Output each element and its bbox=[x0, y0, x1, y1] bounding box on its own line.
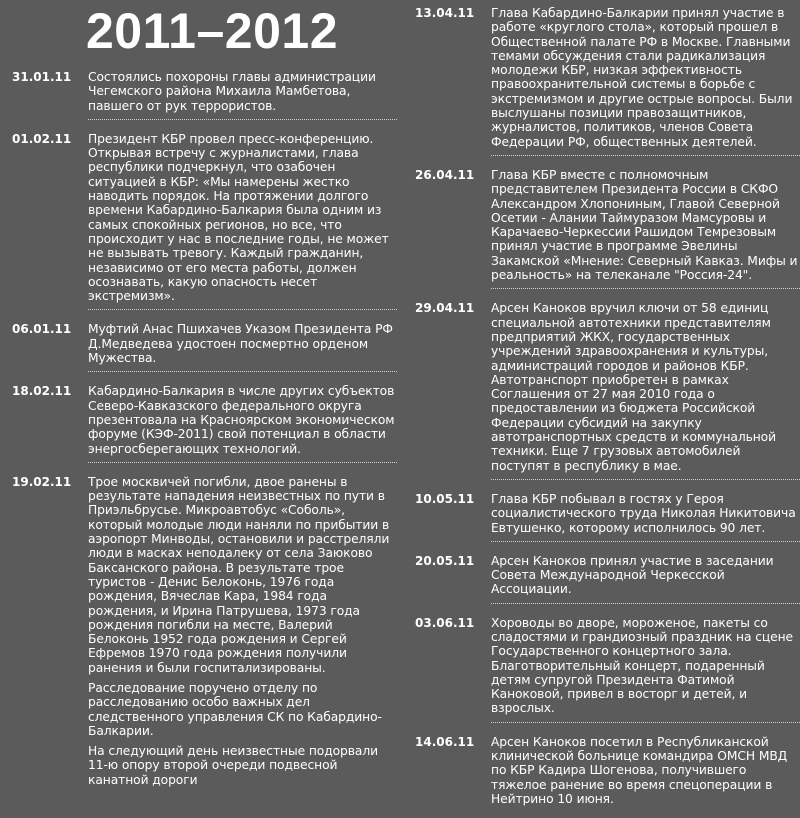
timeline-entry bbox=[12, 70, 397, 120]
entry-divider bbox=[491, 288, 800, 289]
entry-divider bbox=[88, 309, 397, 310]
entry-paragraph: Глава КБР побывал в гостях у Героя социалистического труда Николая Никитовича Евтушенко, которому исполнилось 90 лет. bbox=[491, 491, 796, 535]
entry-paragraph: Трое москвичей погибли, двое ранены в результате нападения неизвестных по пути в Приэльбрусье. Микроавтобус «Соболь», который молодые люди наняли по прибытии в аэропорт Минводы, остановили и расстреляли люди в масках неподалеку от села Заюково Баксанского района. В результате трое туристов - Денис Белоконь, 1976 года рождения, Вячеслав Кара, 1984 года рождения, и Ирина Патрушева, 1973 года рождения погибли на месте, Валерий Белоконь 1952 года рождения и Сергей Ефремов 1970 года рождения получили ранения и были госпитализированы. bbox=[88, 474, 390, 675]
entry-text bbox=[88, 384, 397, 462]
entry-paragraph: Глава Кабардино-Балкарии принял участие в работе «круглого стола», который прошел в Общественной палате РФ в Москве. Главными темами обсуждения стали радикализация молодежи КБР, низкая эффективность правоохранительной системы в борьбе с экстремизмом и другие острые вопросы. Были выслушаны позиции правозащитников, журналистов, политиков, членов Совета Федерации РФ, общественных деятелей. bbox=[491, 6, 793, 149]
entry-paragraph: Хороводы во дворе, мороженое, пакеты со сладостями и грандиозный праздник на сцене Государственного концертного зала. Благотворительный концерт, подаренный детям супругой Президента Фатимой Каноковой, привел в восторг и детей, и взрослых. bbox=[491, 615, 794, 716]
entry-paragraph: Арсен Каноков принял участие в заседании Совета Международной Черкесской Ассоциации. bbox=[491, 553, 774, 597]
timeline-entry bbox=[415, 735, 800, 806]
entry-paragraph: Президент КБР провел пресс-конференцию. Открывая встречу с журналистами, глава республики подчеркнул, что озабочен ситуацией в КБР: «Мы намерены жестко наводить порядок. На протяжении долгого времени Кабардино-Балкария была одним из самых спокойных регионов, но все, что происходит у нас в последние годы, не может не вызывать тревогу. Каждый гражданин, независимо от его места работы, должен осознавать, какую опасность несет экстремизм». bbox=[88, 131, 389, 304]
timeline-entry bbox=[415, 554, 800, 604]
timeline-column-right bbox=[415, 6, 800, 818]
entry-date: 01.02.11 bbox=[12, 131, 72, 146]
timeline-entry bbox=[415, 6, 800, 156]
entry-paragraph: Расследование поручено отделу по расследованию особо важных дел следственного управления СК по Кабардино-Балкарии. bbox=[88, 680, 382, 738]
entry-divider bbox=[491, 722, 800, 723]
entry-paragraph: Муфтий Анас Пшихачев Указом Президента РФ Д.Медведева удостоен посмертно орденом Мужества. bbox=[88, 322, 393, 366]
entry-paragraph: Арсен Каноков посетил в Республиканской клинической больнице командира ОМСН МВД по КБР Кадира Шогенова, получившего тяжелое ранение во время спецоперации в Нейтрино 10 июня. bbox=[491, 734, 788, 806]
entry-text bbox=[88, 475, 397, 787]
entry-date: 10.05.11 bbox=[415, 491, 475, 506]
timeline-entry bbox=[415, 168, 800, 289]
entry-text bbox=[491, 6, 800, 156]
entry-text bbox=[88, 322, 397, 372]
entry-date: 26.04.11 bbox=[415, 167, 475, 182]
entry-date: 31.01.11 bbox=[12, 70, 72, 84]
entry-date: 03.06.11 bbox=[415, 615, 475, 630]
entry-paragraph: Арсен Каноков вручил ключи от 58 единиц специальной автотехники представителям предприятий ЖКХ, государственных учреждений здравоохранения и культуры, администраций городов и районов КБР. Автотранспорт приобретен в рамках Соглашения от 27 мая 2010 года о предоставлении из бюджета Российской Федерации субсидий на закупку автотранспортных средств и коммунальной техники. Еще 7 грузовых автомобилей поступят в республику в мае. bbox=[491, 301, 776, 473]
entry-text bbox=[88, 132, 397, 311]
entry-date: 29.04.11 bbox=[415, 301, 475, 316]
entry-text bbox=[491, 735, 800, 806]
entry-text bbox=[491, 301, 800, 480]
entry-text bbox=[491, 168, 800, 289]
timeline-entry bbox=[415, 301, 800, 480]
entry-divider bbox=[491, 603, 800, 604]
timeline-entry bbox=[12, 384, 397, 462]
entry-divider bbox=[491, 479, 800, 480]
entry-paragraph: Глава КБР вместе с полномочным представителем Президента России в СКФО Александром Хлопониным, Главой Северной Осетии - Алании Таймуразом Мамсуровы и Карачаево-Черкессии Рашидом Темрезовым принял участие в программе Эвелины Закамской «Мнение: Северный Кавказ. Мифы и реальность» на телеканале "Россия-24". bbox=[491, 167, 798, 283]
timeline-column-left bbox=[12, 70, 397, 799]
entry-divider bbox=[491, 541, 800, 542]
timeline-entry bbox=[415, 492, 800, 542]
entry-paragraph: Кабардино-Балкария в числе других субъектов Северо-Кавказского федерального округа презентовала на Красноярском экономическом форуме (КЭФ-2011) свой потенциал в области энергосберегающих технологий. bbox=[88, 384, 395, 456]
entry-text bbox=[491, 492, 800, 542]
entry-text bbox=[491, 554, 800, 604]
entry-paragraph: На следующий день неизвестные подорвали 11-ю опору второй очереди подвесной канатной дороги bbox=[88, 744, 378, 787]
entry-text bbox=[491, 616, 800, 723]
entry-divider bbox=[88, 371, 397, 372]
timeline-entry bbox=[12, 322, 397, 372]
entry-date: 19.02.11 bbox=[12, 474, 72, 489]
entry-divider bbox=[491, 155, 800, 156]
timeline-entry bbox=[415, 616, 800, 723]
timeline-entry bbox=[12, 475, 397, 787]
timeline-entry bbox=[12, 132, 397, 311]
entry-divider bbox=[88, 462, 397, 463]
entry-paragraph: Состоялись похороны главы администрации Чегемского района Михаила Мамбетова, павшего от рук террористов. bbox=[88, 70, 376, 113]
entry-date: 18.02.11 bbox=[12, 384, 72, 399]
entry-date: 13.04.11 bbox=[415, 6, 475, 20]
entry-divider bbox=[88, 119, 397, 120]
entry-date: 06.01.11 bbox=[12, 322, 72, 337]
entry-date: 20.05.11 bbox=[415, 553, 475, 568]
page-title: 2011–2012 bbox=[86, 3, 339, 59]
entry-date: 14.06.11 bbox=[415, 734, 475, 749]
entry-text bbox=[88, 70, 397, 120]
